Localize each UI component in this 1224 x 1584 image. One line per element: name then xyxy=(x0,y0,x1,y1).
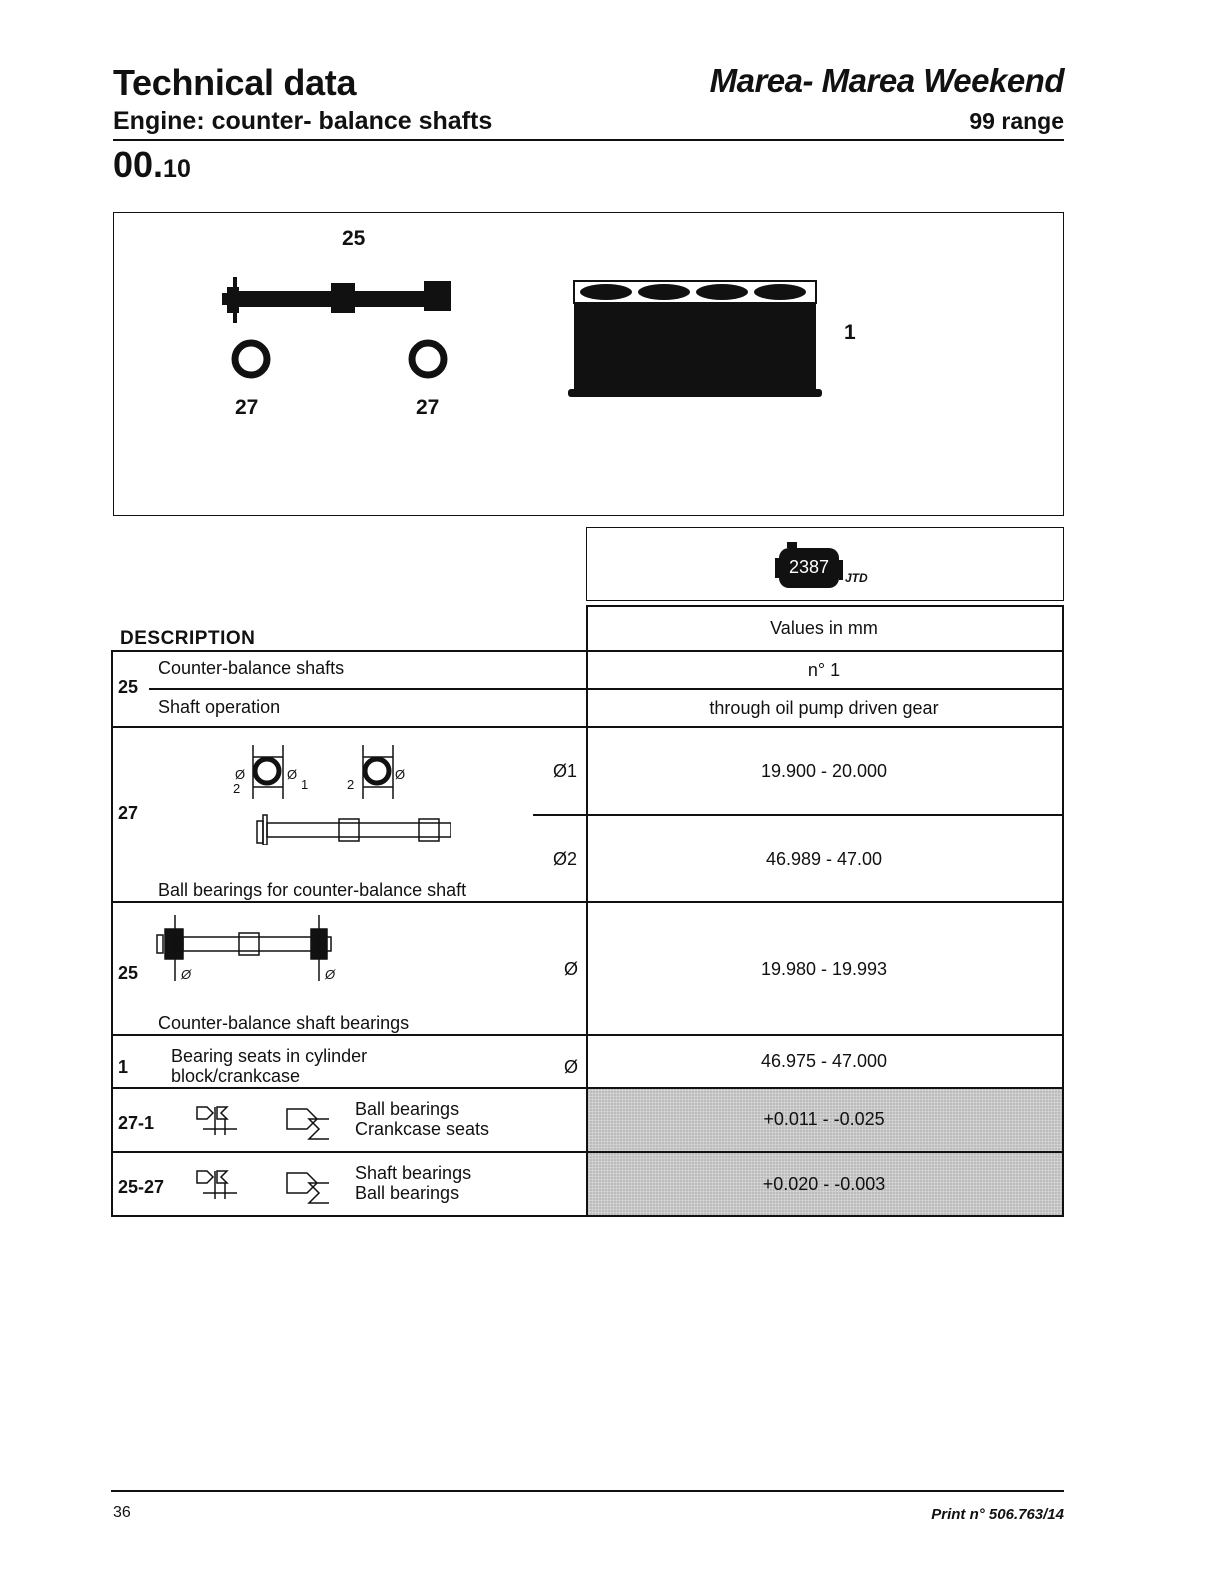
dia-symbol: Ø xyxy=(395,767,406,782)
print-number: Print n° 506.763/14 xyxy=(931,1506,1064,1523)
page-number: 36 xyxy=(113,1504,131,1521)
engine-suffix: JTD xyxy=(845,571,868,585)
page-subtitle: Engine: counter- balance shafts xyxy=(113,107,493,135)
diameter-symbol: Ø xyxy=(564,1057,579,1077)
row-label: Shaft bearings xyxy=(355,1163,472,1183)
header-divider xyxy=(113,139,1064,141)
figure-label-bearing-right: 27 xyxy=(416,396,440,419)
row-value: 19.980 - 19.993 xyxy=(760,959,888,979)
counter-balance-shaft-icon xyxy=(219,271,459,381)
dia-symbol: Ø xyxy=(287,767,298,782)
row-value: through oil pump driven gear xyxy=(709,698,939,718)
figure-label-block: 1 xyxy=(844,321,856,344)
row-value: 19.900 - 20.000 xyxy=(760,761,888,781)
diameter-symbol-2: Ø2 xyxy=(553,849,578,869)
row-value: n° 1 xyxy=(807,660,841,680)
values-header: Values in mm xyxy=(770,618,878,638)
ref-27: 27 xyxy=(118,803,139,823)
row-label: Shaft operation xyxy=(158,697,281,717)
dia-symbol: Ø xyxy=(181,967,192,982)
page-title: Technical data xyxy=(113,62,357,103)
ref-25: 25 xyxy=(118,677,139,697)
component-figure xyxy=(113,212,1064,516)
dia-index: 1 xyxy=(301,777,309,792)
section-sub: 10 xyxy=(163,155,191,183)
section-main: 00. xyxy=(113,144,164,185)
diameter-symbol-1: Ø1 xyxy=(553,761,578,781)
ball-bearing-diagram-icon xyxy=(221,735,451,845)
row-label: Ball bearings xyxy=(355,1183,460,1203)
row-value: 46.975 - 47.000 xyxy=(760,1051,888,1071)
row-label: block/crankcase xyxy=(171,1066,301,1086)
spec-table xyxy=(111,605,1064,1217)
dia-symbol: Ø xyxy=(325,967,336,982)
row-label: Counter-balance shaft bearings xyxy=(158,1013,410,1033)
figure-label-bearing-left: 27 xyxy=(235,396,259,419)
description-header: DESCRIPTION xyxy=(120,628,256,649)
figure-label-shaft: 25 xyxy=(342,227,366,250)
ref-25-27: 25-27 xyxy=(118,1177,165,1197)
row-value: +0.020 - -0.003 xyxy=(762,1174,886,1194)
engine-badge-box xyxy=(586,527,1064,601)
row-value: +0.011 - -0.025 xyxy=(763,1109,885,1129)
fit-interference-icon xyxy=(195,1165,335,1205)
ref-27-1: 27-1 xyxy=(118,1113,155,1133)
diameter-symbol: Ø xyxy=(564,959,579,979)
cylinder-block-icon xyxy=(566,279,826,403)
footer-divider xyxy=(111,1490,1064,1492)
row-label: Counter-balance shafts xyxy=(158,658,345,678)
section-number xyxy=(113,144,191,186)
dia-index: 2 xyxy=(233,781,241,796)
model-name: Marea- Marea Weekend xyxy=(709,62,1064,99)
row-label: Ball bearings xyxy=(355,1099,460,1119)
model-range: 99 range xyxy=(969,108,1064,134)
engine-displacement: 2387 xyxy=(788,557,830,577)
shaft-bearing-diagram-icon xyxy=(151,911,341,991)
ref-25: 25 xyxy=(118,963,139,983)
dia-symbol: Ø xyxy=(235,767,246,782)
row-label: Bearing seats in cylinder xyxy=(171,1046,368,1066)
ref-1: 1 xyxy=(118,1057,129,1077)
row-value: 46.989 - 47.00 xyxy=(765,849,883,869)
fit-interference-icon xyxy=(195,1101,335,1141)
dia-index: 2 xyxy=(347,777,355,792)
row-label: Ball bearings for counter-balance shaft xyxy=(158,880,467,900)
engine-icon xyxy=(775,538,875,590)
row-label: Crankcase seats xyxy=(355,1119,490,1139)
